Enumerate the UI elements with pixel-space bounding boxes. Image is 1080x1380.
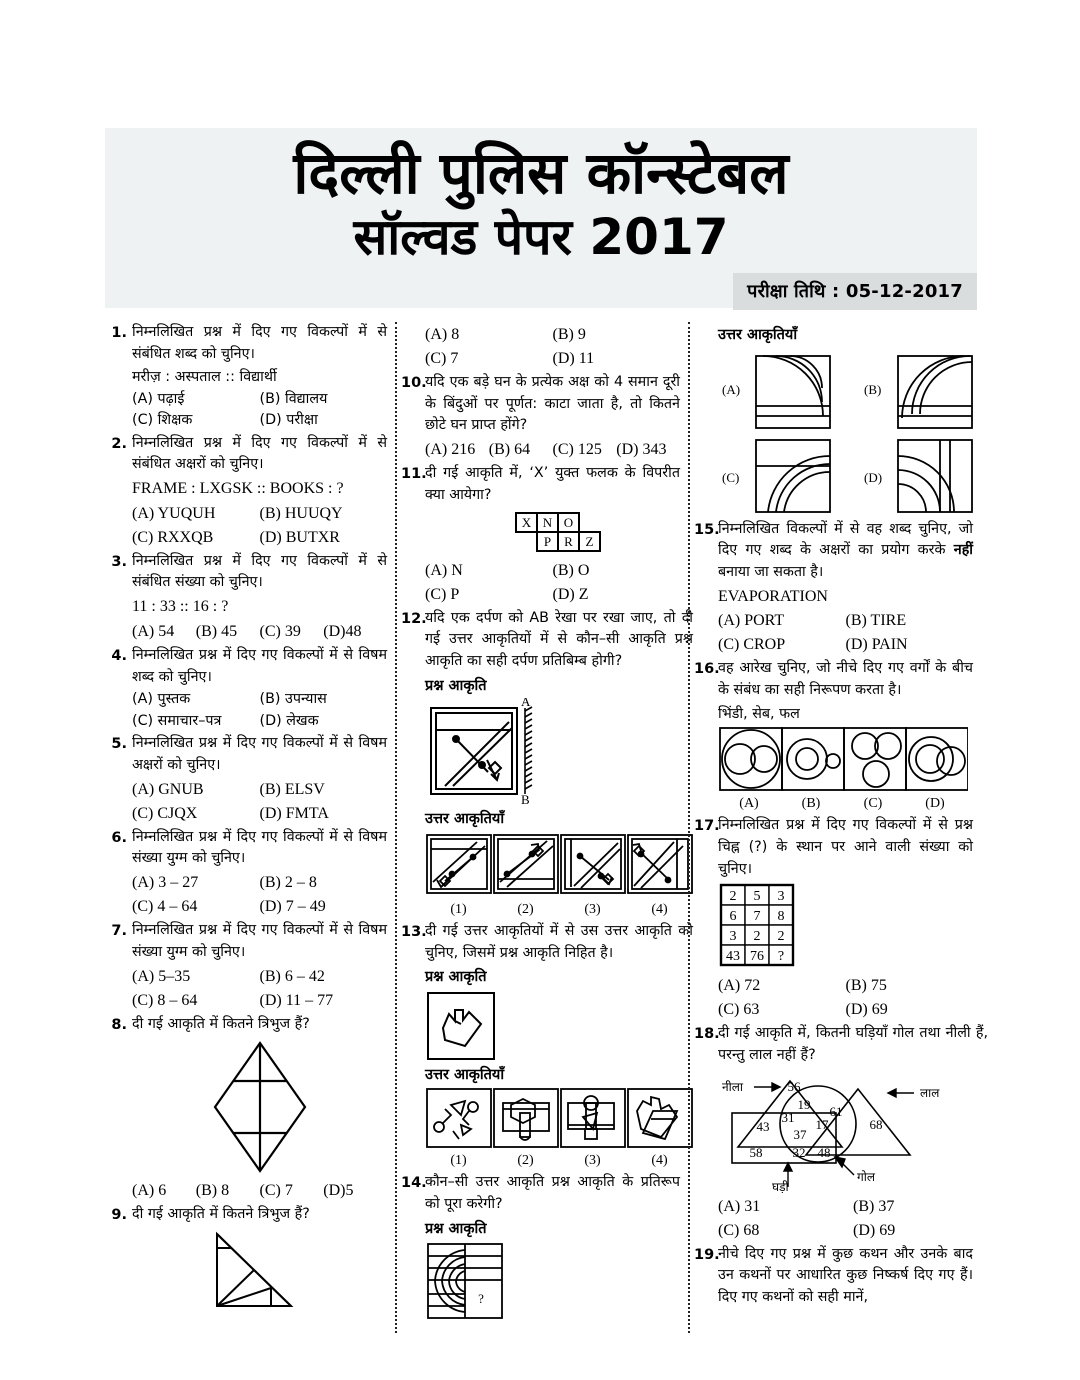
question-text: कौन–सी उत्तर आकृति प्रश्न आकृति के प्रतिरूप को पूरा करेगी? xyxy=(425,1174,680,1212)
page-title-line2: सॉल्वड पेपर 2017 xyxy=(353,208,729,266)
question-stem: भिंडी, सेब, फल xyxy=(718,705,800,722)
question-3 xyxy=(108,551,387,644)
option-c[interactable]: (C) समाचार–पत्र xyxy=(132,712,222,729)
option-c[interactable]: (C) शिक्षक xyxy=(132,412,193,429)
mirror-label-b: B xyxy=(521,792,530,807)
q15-emphasis: नहीं xyxy=(953,542,973,559)
option-a[interactable]: (A) GNUB xyxy=(132,780,204,798)
venn-label-round: गोल xyxy=(857,1169,876,1184)
venn-label-c[interactable]: (C) xyxy=(863,796,883,812)
question-4 xyxy=(108,645,387,732)
option-row xyxy=(132,689,387,710)
question-mark: ? xyxy=(478,1291,484,1307)
option-row xyxy=(132,989,387,1013)
option-b[interactable]: (B) 8 xyxy=(195,1182,230,1200)
grid-cell: 3 xyxy=(729,929,737,945)
option-row xyxy=(425,438,680,462)
option-b[interactable]: (B) 37 xyxy=(853,1197,895,1215)
option-row xyxy=(132,502,387,526)
venn-label-blue: नीला xyxy=(722,1079,744,1094)
option-d[interactable]: (D) 11 – 77 xyxy=(259,991,334,1009)
option-row xyxy=(132,895,387,919)
grid-cell: 76 xyxy=(750,949,764,965)
mirror-label-a: A xyxy=(521,698,531,710)
option-d[interactable]: (D)48 xyxy=(323,622,362,640)
venn-option-figures xyxy=(718,726,973,792)
option-d[interactable]: (D) परीक्षा xyxy=(259,412,318,429)
option-b[interactable]: (B) ELSV xyxy=(259,780,325,798)
option-row xyxy=(718,1195,988,1219)
venn-number: 58 xyxy=(749,1144,763,1160)
grid-cell: 5 xyxy=(753,889,761,905)
grid-cell: 2 xyxy=(729,889,737,905)
option-row xyxy=(132,802,387,826)
question-text: यदि एक बड़े घन के प्रत्येक अक्ष को 4 समान दूरी के बिंदुओं पर पूर्णत: काटा जाता है, तो कितने छोटे घन प्राप्त होंगे? xyxy=(425,374,680,434)
option-a[interactable]: (A) 72 xyxy=(718,977,761,995)
embedded-answer-figures xyxy=(425,1087,693,1149)
question-text: दी गई उत्तर आकृतियों में से उस उत्तर आकृति को चुनिए, जिसमें प्रश्न आकृति निहित है। xyxy=(425,922,693,961)
venn-number: 48 xyxy=(817,1144,831,1160)
option-a[interactable]: (A) 54 xyxy=(132,622,175,640)
option-c[interactable]: (C) 4 – 64 xyxy=(132,898,198,916)
cube-net-figure xyxy=(425,509,680,557)
column-1 xyxy=(108,322,401,1327)
option-d[interactable]: (D)5 xyxy=(323,1182,354,1200)
question-text: दी गई आकृति में, कितनी घड़ियाँ गोल तथा नीली हैं, परन्तु लाल नहीं हैं? xyxy=(718,1025,988,1063)
question-columns xyxy=(108,322,988,1327)
pattern-completion-figure xyxy=(425,1241,680,1325)
question-5 xyxy=(108,733,387,825)
venn-number: 56 xyxy=(787,1078,801,1094)
option-row xyxy=(132,410,387,431)
question-15 xyxy=(694,519,973,658)
option-b[interactable]: (B) 9 xyxy=(552,326,586,343)
option-c[interactable]: (C) 68 xyxy=(718,1221,760,1239)
fig-label-3: (3) xyxy=(584,901,601,917)
column-2 xyxy=(401,322,694,1327)
option-row xyxy=(425,583,680,607)
question-stem: EVAPORATION xyxy=(718,587,828,605)
exam-date-badge: परीक्षा तिथि : 05-12-2017 xyxy=(733,273,977,310)
option-d[interactable]: (D) BUTXR xyxy=(259,528,340,546)
question-text: दी गई आकृति में कितने त्रिभुज हैं? xyxy=(132,1206,310,1223)
question-number: 2. xyxy=(111,435,127,452)
option-b[interactable]: (B) उपन्यास xyxy=(259,691,327,708)
option-row xyxy=(132,871,387,895)
mirror-question-figure xyxy=(425,698,693,806)
fig-label-3: (3) xyxy=(584,1153,601,1169)
answer-label-a: (A) xyxy=(722,381,741,397)
question-19 xyxy=(694,1244,973,1309)
venn-number: 61 xyxy=(829,1103,843,1119)
grid-cell: 3 xyxy=(777,889,785,905)
option-row xyxy=(132,965,387,989)
right-triangle-figure xyxy=(132,1228,387,1318)
option-d[interactable]: (D) 343 xyxy=(616,441,667,459)
question-12 xyxy=(401,608,693,920)
option-a[interactable]: (A) YUQUH xyxy=(132,504,216,522)
question-figure-label: प्रश्न आकृति xyxy=(425,969,487,986)
option-b[interactable]: (B) 6 – 42 xyxy=(259,967,325,985)
venn-number: 32 xyxy=(792,1144,806,1160)
question-number: 12. xyxy=(401,610,427,627)
question-text: निम्नलिखित प्रश्न में दिए गए विकल्पों में से विषम संख्या युग्म को चुनिए। xyxy=(132,922,387,960)
answer-label-c: (C) xyxy=(722,469,740,485)
question-number: 15. xyxy=(694,521,720,538)
question-number: 16. xyxy=(694,661,720,678)
question-text: दी गई आकृति में कितने त्रिभुज हैं? xyxy=(132,1015,310,1032)
grid-cell: 2 xyxy=(753,929,761,945)
venn-label-b[interactable]: (B) xyxy=(801,796,821,812)
option-c[interactable]: (C) 125 xyxy=(552,441,602,459)
option-row xyxy=(132,711,387,732)
option-c[interactable]: (C) 7 xyxy=(425,350,459,367)
option-d[interactable]: (D) 7 – 49 xyxy=(259,898,326,916)
option-d[interactable]: (D) Z xyxy=(552,585,589,603)
answer-figures-label: उत्तर आकृतियाँ xyxy=(425,1066,505,1083)
option-b[interactable]: (B) TIRE xyxy=(845,612,907,630)
column-3 xyxy=(694,322,987,1327)
grid-cell: 6 xyxy=(729,909,737,925)
option-row xyxy=(718,1219,988,1243)
fig-label-4: (4) xyxy=(651,1153,668,1169)
option-c[interactable]: (C) 39 xyxy=(259,622,301,640)
venn-number: 31 xyxy=(781,1109,795,1125)
option-c[interactable]: (C) 63 xyxy=(718,1001,760,1019)
option-row xyxy=(132,389,387,410)
question-text: निम्नलिखित प्रश्न में दिए गए विकल्पों में से प्रश्न चिह्न (?) के स्थान पर आने वाली संख्या को चुनिए। xyxy=(718,817,973,877)
venn-number: 68 xyxy=(869,1116,883,1132)
question-14 xyxy=(401,1172,680,1327)
question-number: 4. xyxy=(111,647,127,664)
fig-label-1: (1) xyxy=(450,1153,467,1169)
question-number: 17. xyxy=(694,818,720,835)
question-18 xyxy=(694,1023,988,1242)
question-10 xyxy=(401,372,680,462)
question-number: 5. xyxy=(111,736,127,753)
rhombus-triangles-figure xyxy=(132,1037,387,1177)
question-16 xyxy=(694,658,973,814)
question-number: 1. xyxy=(111,325,127,341)
question-7 xyxy=(108,920,387,1012)
q15-part1: निम्नलिखित विकल्पों में से वह शब्द चुनिए, जो दिए गए शब्द के अक्षरों का प्रयोग करके xyxy=(718,520,973,559)
venn-label-a[interactable]: (A) xyxy=(739,796,759,812)
fig-label-4: (4) xyxy=(651,901,668,917)
question-number: 11. xyxy=(401,466,427,483)
question-number: 19. xyxy=(694,1246,720,1263)
question-1 xyxy=(108,322,387,432)
question-text: दी गई आकृति में, ‘X’ युक्त फलक के विपरीत क्या आयेगा? xyxy=(425,465,680,503)
grid-cell: 8 xyxy=(777,909,785,925)
question-text: निम्नलिखित प्रश्न में दिए गए विकल्पों में से विषम अक्षरों को चुनिए। xyxy=(132,735,387,773)
complex-venn-figure xyxy=(718,1069,988,1193)
question-text: निम्नलिखित प्रश्न में दिए गए विकल्पों में से संबंधित संख्या को चुनिए। xyxy=(132,552,387,591)
question-number: 18. xyxy=(694,1026,720,1043)
option-d[interactable]: (D) 11 xyxy=(552,350,595,367)
question-figure-label: प्रश्न आकृति xyxy=(425,1220,487,1237)
option-row xyxy=(132,526,387,550)
option-a[interactable]: (A) 6 xyxy=(132,1182,167,1200)
cube-face-x: X xyxy=(521,514,531,530)
question-number: 9. xyxy=(111,1207,127,1224)
number-grid-figure xyxy=(718,882,973,972)
cube-face-z: Z xyxy=(585,533,593,549)
option-c[interactable]: (C) RXXQB xyxy=(132,528,214,546)
option-b[interactable]: (B) 75 xyxy=(845,977,887,995)
mirror-answer-figures xyxy=(425,832,693,898)
option-a[interactable]: (A) N xyxy=(425,561,463,579)
question-2 xyxy=(108,433,387,550)
question-6 xyxy=(108,827,387,919)
question-number: 7. xyxy=(111,923,127,940)
fig-label-2: (2) xyxy=(517,901,534,917)
question-11 xyxy=(401,463,680,606)
option-row xyxy=(425,559,680,583)
option-a[interactable]: (A) 5–35 xyxy=(132,967,191,985)
question-number: 10. xyxy=(401,375,427,391)
option-a[interactable]: (A) 3 – 27 xyxy=(132,874,199,892)
option-a[interactable]: (A) PORT xyxy=(718,612,785,630)
venn-number: 17 xyxy=(815,1116,829,1132)
venn-label-d[interactable]: (D) xyxy=(925,796,945,812)
option-c[interactable]: (C) CROP xyxy=(718,636,786,654)
option-c[interactable]: (C) 8 – 64 xyxy=(132,991,198,1009)
option-row xyxy=(718,998,973,1022)
answer-label-d: (D) xyxy=(864,469,883,485)
cube-face-r: R xyxy=(563,533,573,549)
answer-label-b: (B) xyxy=(864,381,882,397)
grid-cell: 43 xyxy=(726,949,740,965)
option-b[interactable]: (B) HUUQY xyxy=(259,504,343,522)
question-number: 3. xyxy=(111,553,127,570)
question-stem: 11 : 33 :: 16 : ? xyxy=(132,598,229,616)
question-14-answers xyxy=(694,322,973,518)
option-a[interactable]: (A) 8 xyxy=(425,326,460,343)
option-c[interactable]: (C) CJQX xyxy=(132,804,198,822)
venn-number: 43 xyxy=(756,1118,770,1134)
option-a[interactable]: (A) 216 xyxy=(425,441,476,459)
header-banner xyxy=(105,128,977,308)
q15-part3: बनाया जा सकता है। xyxy=(718,564,824,581)
option-a[interactable]: (A) पढ़ाई xyxy=(132,390,185,407)
venn-number: 37 xyxy=(793,1126,807,1142)
question-text xyxy=(718,519,973,584)
cube-face-p: P xyxy=(543,533,551,549)
cube-face-n: N xyxy=(542,514,552,530)
question-number: 13. xyxy=(401,923,427,940)
grid-cell: 7 xyxy=(753,909,761,925)
option-a[interactable]: (A) 31 xyxy=(718,1197,761,1215)
venn-option-labels xyxy=(718,794,973,814)
venn-label-watch: घड़ी xyxy=(772,1179,789,1193)
question-text: निम्नलिखित प्रश्न में दिए गए विकल्पों में से संबंधित अक्षरों को चुनिए। xyxy=(132,434,387,473)
venn-label-red: लाल xyxy=(920,1085,940,1100)
page-title-line1: दिल्ली पुलिस कॉन्स्टेबल xyxy=(293,139,789,207)
option-row xyxy=(718,633,973,657)
pattern-answer-figures xyxy=(718,348,994,516)
option-d[interactable]: (D) लेखक xyxy=(259,712,319,729)
option-b[interactable]: (B) O xyxy=(552,561,590,579)
venn-number: 19 xyxy=(797,1096,811,1112)
question-text: निम्नलिखित प्रश्न में दिए गए विकल्पों में से संबंधित शब्द को चुनिए। xyxy=(132,324,387,362)
question-number: 6. xyxy=(111,829,127,846)
question-text: नीचे दिए गए प्रश्न में कुछ कथन और उनके बाद उन कथनों पर आधारित कुछ निष्कर्ष दिए गए हैं। दिए गए कथनों को सही मानें, xyxy=(718,1245,973,1306)
grid-cell-question: ? xyxy=(777,949,785,965)
question-stem: FRAME : LXGSK :: BOOKS : ? xyxy=(132,480,344,498)
question-8 xyxy=(108,1014,387,1204)
option-d[interactable]: (D) 69 xyxy=(845,1001,888,1019)
figure-numbers xyxy=(425,1151,693,1171)
fig-label-1: (1) xyxy=(450,901,467,917)
option-row xyxy=(132,620,387,644)
question-9-options xyxy=(401,322,680,371)
option-c[interactable]: (C) P xyxy=(425,585,460,603)
option-d[interactable]: (D) 69 xyxy=(853,1221,896,1239)
option-row xyxy=(718,974,973,998)
answer-figures-label: उत्तर आकृतियाँ xyxy=(718,327,798,343)
option-row xyxy=(425,347,680,371)
question-13 xyxy=(401,921,693,1171)
figure-numbers xyxy=(425,900,693,920)
question-number: 8. xyxy=(111,1016,127,1033)
answer-figures-label: उत्तर आकृतियाँ xyxy=(425,811,505,828)
option-b[interactable]: (B) 64 xyxy=(488,441,531,459)
option-row xyxy=(132,778,387,802)
question-number: 14. xyxy=(401,1175,427,1192)
question-text: वह आरेख चुनिए, जो नीचे दिए गए वर्गों के बीच के संबंध का सही निरूपण करता है। xyxy=(718,660,973,699)
option-row xyxy=(132,1179,387,1203)
option-b[interactable]: (B) विद्यालय xyxy=(259,390,328,407)
question-text: यदि एक दर्पण को AB रेखा पर रखा जाए, तो दी गई उत्तर आकृतियों में से कौन–सी आकृति प्रश्न आकृति का सही दर्पण प्रतिबिम्ब होगी? xyxy=(425,609,693,670)
cube-face-o: O xyxy=(563,514,573,530)
option-row xyxy=(425,323,680,347)
option-row xyxy=(718,609,973,633)
question-text: निम्नलिखित प्रश्न में दिए गए विकल्पों में से विषम संख्या युग्म को चुनिए। xyxy=(132,828,387,867)
embedded-question-figure xyxy=(425,990,693,1062)
question-17 xyxy=(694,815,973,1022)
question-stem: मरीज़ : अस्पताल :: विद्यार्थी xyxy=(132,369,277,386)
option-b[interactable]: (B) 2 – 8 xyxy=(259,874,317,892)
question-9 xyxy=(108,1204,387,1320)
grid-cell: 2 xyxy=(777,929,785,945)
option-a[interactable]: (A) पुस्तक xyxy=(132,691,191,708)
option-b[interactable]: (B) 45 xyxy=(195,622,238,640)
question-text: निम्नलिखित प्रश्न में दिए गए विकल्पों में से विषम शब्द को चुनिए। xyxy=(132,646,387,685)
question-figure-label: प्रश्न आकृति xyxy=(425,677,487,694)
fig-label-2: (2) xyxy=(517,1153,534,1169)
option-d[interactable]: (D) PAIN xyxy=(845,636,908,654)
option-d[interactable]: (D) FMTA xyxy=(259,804,329,822)
option-c[interactable]: (C) 7 xyxy=(259,1182,293,1200)
